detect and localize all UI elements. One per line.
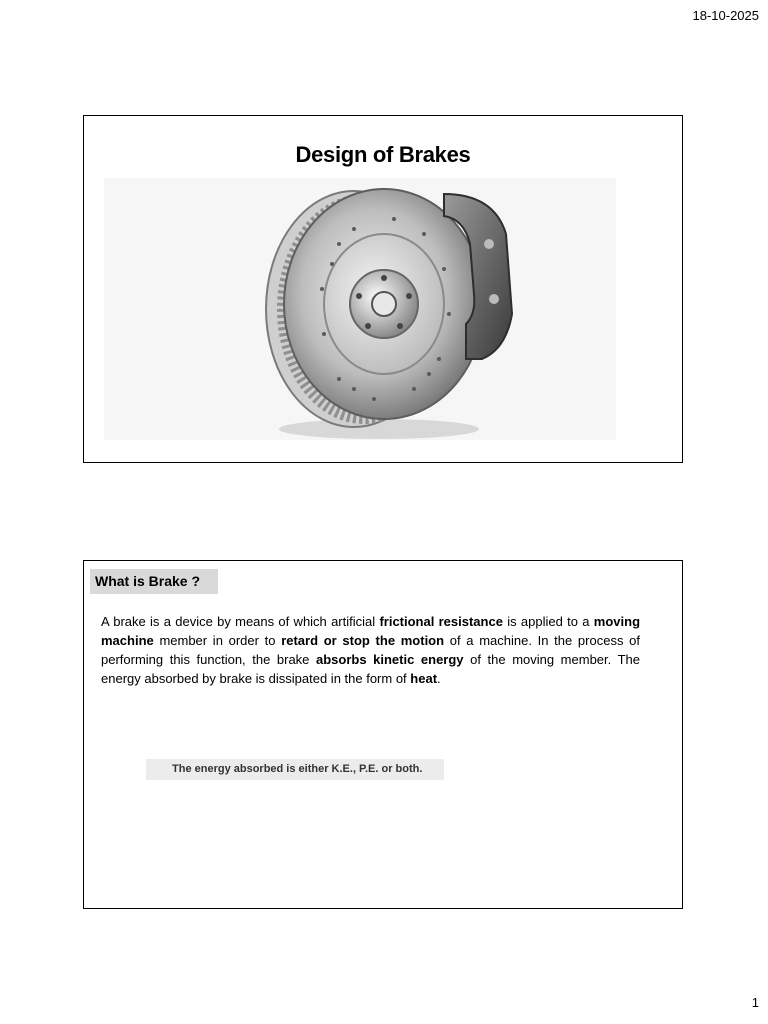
date-label: 18-10-2025	[692, 8, 759, 23]
title-slide	[83, 115, 683, 463]
page-number: 1	[751, 995, 759, 1010]
content-slide	[83, 560, 683, 909]
para-bold: heat	[410, 671, 438, 686]
section-heading: What is Brake ?	[90, 569, 218, 594]
para-text: A brake is a device by means of which artificial	[101, 614, 380, 629]
para-bold: frictional resistance	[379, 614, 503, 629]
para-text: is applied to a	[502, 614, 594, 629]
para-text: .	[437, 671, 441, 686]
definition-paragraph	[101, 612, 640, 688]
para-bold: moving machine	[101, 614, 641, 648]
para-text: of a machine. In the process of performing this function, the brake	[101, 633, 640, 667]
hub-center	[372, 292, 396, 316]
para-bold: absorbs kinetic energy	[316, 652, 464, 667]
para-text: member in order to	[153, 633, 282, 648]
para-bold: retard or stop the motion	[281, 633, 445, 648]
disc-brake-image	[244, 174, 514, 444]
energy-note: The energy absorbed is either K.E., P.E. or both.	[146, 759, 444, 780]
para-text: of the moving member. The energy absorbed by brake is dissipated in the form of	[101, 652, 640, 686]
slide-title: Design of Brakes	[295, 142, 471, 167]
